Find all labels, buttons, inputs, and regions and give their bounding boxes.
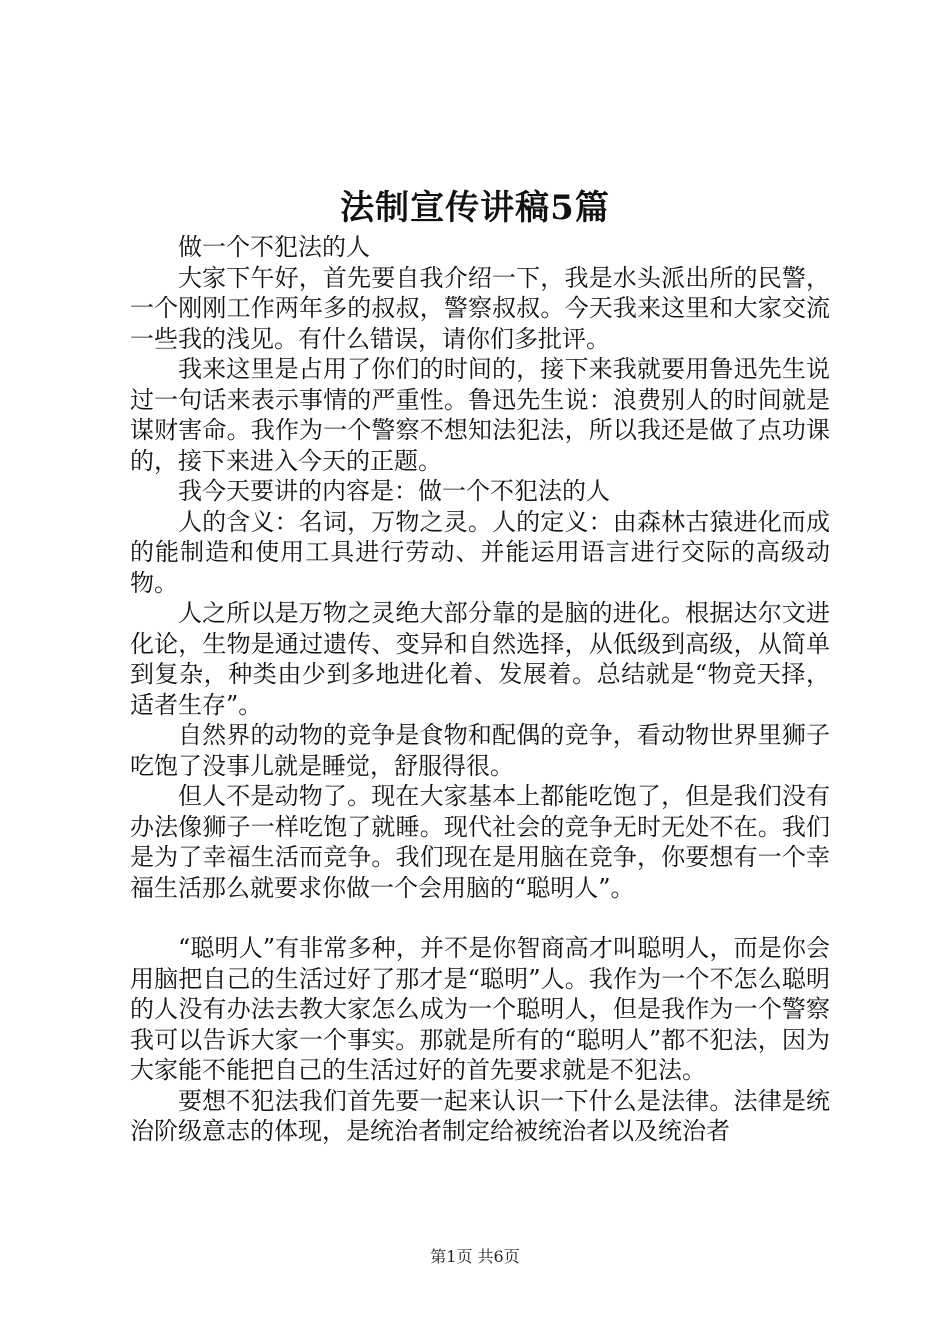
paragraph-topic: 我今天要讲的内容是：做一个不犯法的人 xyxy=(178,477,610,505)
paragraph-law-definition: 要想不犯法我们首先要一起来认识一下什么是法律。法律是统治阶级意志的体现，是统治者制定给被统治者以及统治者 xyxy=(130,1086,830,1145)
paragraph-introduction: 大家下午好，首先要自我介绍一下，我是水头派出所的民警，一个刚刚工作两年多的叔叔，警察叔叔。今天我来这里和大家交流一些我的浅见。有什么错误，请你们多批评。 xyxy=(130,263,830,353)
document-title: 法制宣传讲稿5篇 xyxy=(340,188,610,228)
paragraph-subtitle: 做一个不犯法的人 xyxy=(178,233,370,261)
paragraph-evolution: 人之所以是万物之灵绝大部分靠的是脑的进化。根据达尔文进化论，生物是通过遗传、变异和自然选择，从低级到高级，从简单到复杂，种类由少到多地进化着、发展着。总结就是“物竞天择，适者生存”。 xyxy=(130,599,830,719)
paragraph-smart-people: “聪明人”有非常多种，并不是你智商高才叫聪明人，而是你会用脑把自己的生活过好了那才是“聪明”人。我作为一个不怎么聪明的人没有办法去教大家怎么成为一个聪明人，但是我作为一个警察我可以告诉大家一个事实。那就是所有的“聪明人”都不犯法，因为大家能不能把自己的生活过好的首先要求就是不犯法。 xyxy=(130,934,830,1084)
document-body xyxy=(130,232,830,1147)
paragraph-animal-competition: 自然界的动物的竞争是食物和配偶的竞争，看动物世界里狮子吃饱了没事儿就是睡觉，舒服得很。 xyxy=(130,721,830,780)
paragraph-human-definition: 人的含义：名词，万物之灵。人的定义：由森林古猿进化而成的能制造和使用工具进行劳动、并能运用语言进行交际的高级动物。 xyxy=(130,507,830,597)
paragraph-time-value: 我来这里是占用了你们的时间的，接下来我就要用鲁迅先生说过一句话来表示事情的严重性。鲁迅先生说：浪费别人的时间就是谋财害命。我作为一个警察不想知法犯法，所以我还是做了点功课的，接下来进入今天的正题。 xyxy=(130,355,830,475)
paragraph-human-competition: 但人不是动物了。现在大家基本上都能吃饱了，但是我们没有办法像狮子一样吃饱了就睡。现代社会的竞争无时无处不在。我们是为了幸福生活而竞争。我们现在是用脑在竞争，你要想有一个幸福生活那么就要求你做一个会用脑的“聪明人”。 xyxy=(130,782,830,902)
page-number-footer: 第1页 共6页 xyxy=(430,1247,520,1266)
